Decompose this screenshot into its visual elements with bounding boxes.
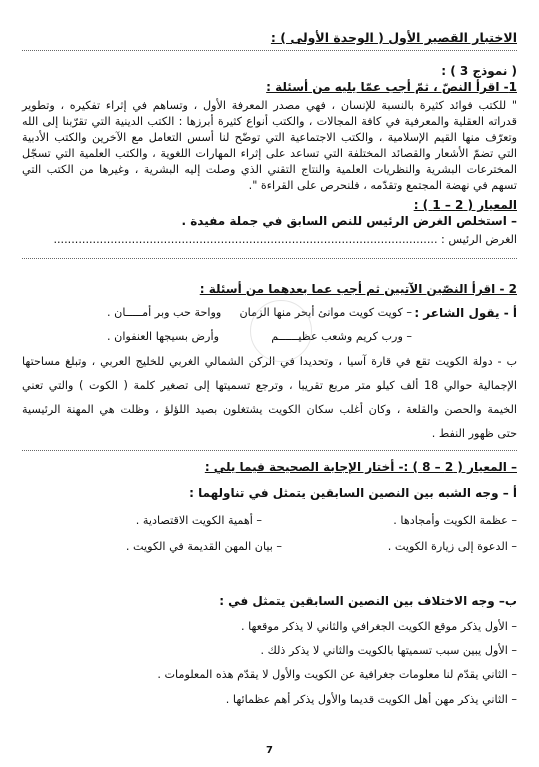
option-choice[interactable]: – بيان المهن القديمة في الكويت . — [125, 540, 282, 553]
option-choice[interactable]: – الدعوة إلى زيارة الكويت . — [387, 540, 517, 553]
q2-heading: 2 - اقرأ النصّين الآتيين ثم أجب عما بعدهما من أسئلة : — [199, 282, 517, 296]
divider — [22, 450, 517, 451]
q2-prose-line: الإجمالية حوالي 18 ألف كيلو متر مربع تقريبا ، وترجع تسميتها إلى تصغير كلمة ( الكوت ) والتي تعني — [22, 379, 518, 392]
option-row — [22, 540, 517, 555]
q2b-question: ب– وجه الاختلاف بين النصين السابقين يتمثل في : — [219, 594, 517, 608]
q2-prose-line: حتى ظهور النفط . — [431, 427, 517, 440]
q2-criterion: – المعيار ( 2 – 8 ) :- أختار الإجابة الصحيحة فيما يلي : — [204, 460, 517, 474]
divider — [22, 50, 517, 51]
verse-hemistich: – كويت كويت موانئ أبحر منها الزمان — [239, 306, 412, 319]
page-number: 7 — [266, 745, 273, 756]
verse-hemistich: وواحة حب وبر أمـــــان . — [107, 306, 222, 319]
q1-text-line: المخترعات البشرية والنظريات العلمية والنتاج التقني الذي وصلت إليه البشرية ، وغيرها من الكتب التي — [22, 163, 517, 176]
q2-prose-line: الخيمة والحصن والقلعة ، وكان أغلب سكان الكويت يشتغلون بصيد اللؤلؤ ، وظلت هي المهنة الرئيسية — [22, 403, 517, 416]
q2-prose-line: ب - دولة الكويت تقع في قارة آسيا ، وتحديدا في الركن الشمالي الغربي للخليج العربي ، وتبلغ مساحتها — [22, 355, 517, 368]
divider — [22, 258, 517, 259]
q1-heading: 1- اقرأ النصّ ، ثمّ أجب عمّا يليه من أسئلة : — [266, 80, 517, 94]
option-choice[interactable]: – الأول يذكر موقع الكويت الجغرافي والثاني لا يذكر موقعها . — [240, 620, 517, 633]
q1-answer-line[interactable]: الغرض الرئيس : ............................................................................................................ — [53, 233, 517, 246]
option-choice[interactable]: – عظمة الكويت وأمجادها . — [393, 514, 517, 527]
option-row — [22, 514, 517, 529]
q1-task: – استخلص الغرض الرئيس للنص السابق في جملة مفيدة . — [181, 214, 517, 228]
q1-text-line: قدراته العقلية والمعرفية في كافة المجالات ، والكتب أنواع كثيرة أبرزها : الكتب الدينية التي تقرّبنا إلى الله — [22, 115, 517, 128]
poet-label: أ - يقول الشاعر : — [414, 306, 517, 320]
option-choice[interactable]: – الأول يبين سبب تسميتها بالكويت والثاني لا يذكر ذلك . — [260, 644, 517, 657]
watermark-seal-icon — [250, 300, 312, 362]
q1-text-line: وتعرّف منها القيم الإسلامية ، والكتب الاجتماعية التي توضّح لنا أسس التعامل مع الآخرين والكتب الأدبية — [22, 131, 517, 144]
option-choice[interactable]: – أهمية الكويت الاقتصادية . — [135, 514, 262, 527]
verse-hemistich: – ورب كريم وشعب عظيــــــم — [271, 330, 412, 343]
q1-criterion: المعيار ( 2 – 1 ) : — [413, 198, 517, 212]
model-label: ( نموذج 3 ) : — [441, 64, 517, 78]
option-choice[interactable]: – الثاني يقدّم لنا معلومات جغرافية عن الكويت والأول لا يقدّم هذه المعلومات . — [157, 668, 517, 681]
verse-hemistich: وأرض بسيجها العنفوان . — [107, 330, 219, 343]
q2a-question: أ – وجه الشبه بين النصين السابقين يتمثل في تناولهما : — [189, 486, 517, 500]
option-choice[interactable]: – الثاني يذكر مهن أهل الكويت قديما والأول يذكر أهم عظمائها . — [225, 693, 517, 706]
q1-text-line: تسهم في نهضة المجتمع وتقدّمه ، فلنحرص على القراءة ". — [248, 179, 517, 192]
q1-text-line: التي تضمّ الأشعار والقصائد المختلفة التي تساعد على إثراء المهارات اللغوية ، والكتب العلمية التي تسجّل — [22, 147, 517, 160]
q1-text-line: " للكتب فوائد كثيرة بالنسبة للإنسان ، فهي مصدر المعرفة الأول ، وتساهم في إثراء تفكيره ، وتطوير — [22, 99, 517, 112]
exam-title: الاختبار القصير الأول ( الوحدة الأولى ) : — [270, 30, 517, 45]
